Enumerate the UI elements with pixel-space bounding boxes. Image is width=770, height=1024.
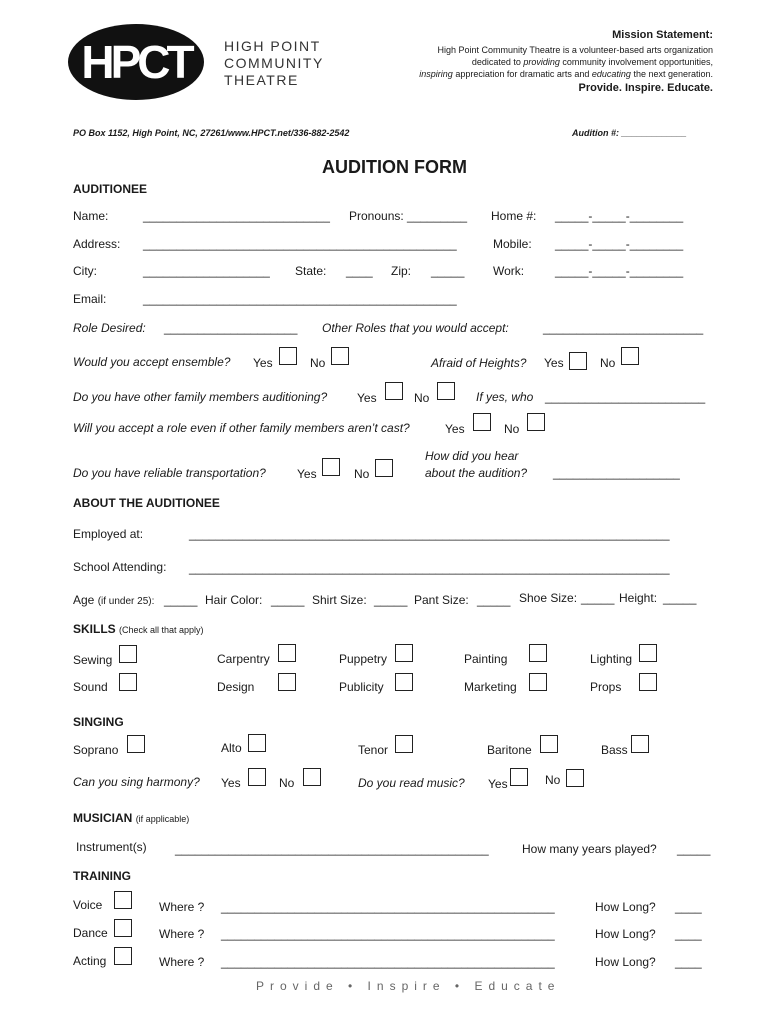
auditionee-heading: AUDITIONEE	[73, 182, 148, 196]
if-yes-who-field[interactable]: ________________________	[545, 390, 706, 404]
height-field[interactable]: _____	[663, 591, 697, 605]
school-field[interactable]: ________________________________________________________________________	[189, 561, 670, 575]
voice-soprano-checkbox[interactable]	[127, 735, 145, 753]
hear-question-line2: about the audition?	[425, 466, 528, 480]
heights-no-label: No	[600, 356, 616, 370]
training-acting-howlong-field[interactable]: ____	[675, 955, 702, 969]
skill-painting-label: Painting	[464, 652, 508, 666]
ensemble-yes-checkbox[interactable]	[279, 347, 297, 365]
training-voice-howlong-field[interactable]: ____	[675, 900, 702, 914]
org-name-line2: COMMUNITY	[224, 55, 324, 71]
mission-line1: High Point Community Theatre is a volunteer-based arts organization	[437, 45, 713, 55]
pant-label: Pant Size:	[414, 593, 469, 607]
skill-sewing-label: Sewing	[73, 653, 113, 667]
shirt-label: Shirt Size:	[312, 593, 367, 607]
training-acting-where-field[interactable]: __________________________________________________	[221, 955, 555, 969]
voice-baritone-checkbox[interactable]	[540, 735, 558, 753]
harmony-no-checkbox[interactable]	[303, 768, 321, 786]
harmony-question: Can you sing harmony?	[73, 775, 200, 789]
city-label: City:	[73, 264, 97, 278]
training-voice-where-label: Where ?	[159, 900, 205, 914]
voice-alto-label: Alto	[221, 741, 242, 755]
skill-carpentry-checkbox[interactable]	[278, 644, 296, 662]
state-field[interactable]: ____	[346, 264, 373, 278]
shoe-label: Shoe Size:	[519, 591, 578, 605]
name-label: Name:	[73, 209, 109, 223]
years-played-field[interactable]: _____	[677, 842, 711, 856]
employed-field[interactable]: ________________________________________________________________________	[189, 527, 670, 541]
role-cast-no-label: No	[504, 422, 520, 436]
voice-soprano-label: Soprano	[73, 743, 119, 757]
transport-question: Do you have reliable transportation?	[73, 466, 266, 480]
ensemble-question: Would you accept ensemble?	[73, 355, 231, 369]
role-desired-field[interactable]: ____________________	[164, 321, 298, 335]
skill-puppetry-label: Puppetry	[339, 652, 388, 666]
skill-sound-checkbox[interactable]	[119, 673, 137, 691]
family-no-checkbox[interactable]	[437, 382, 455, 400]
shoe-field[interactable]: _____	[581, 591, 615, 605]
hear-field[interactable]: ___________________	[553, 466, 680, 480]
if-yes-who-label: If yes, who	[476, 390, 534, 404]
mission-line2: dedicated to providing community involvement opportunities,	[471, 57, 713, 67]
mobile-field[interactable]: _____-_____-________	[555, 237, 684, 251]
family-no-label: No	[414, 391, 430, 405]
org-name-line3: THEATRE	[224, 72, 299, 88]
about-heading: ABOUT THE AUDITIONEE	[73, 496, 220, 510]
ensemble-no-label: No	[310, 356, 326, 370]
voice-tenor-label: Tenor	[358, 743, 389, 757]
skill-props-checkbox[interactable]	[639, 673, 657, 691]
training-dance-label: Dance	[73, 926, 108, 940]
address-label: Address:	[73, 237, 121, 251]
skill-lighting-label: Lighting	[590, 652, 633, 666]
heights-yes-checkbox[interactable]	[569, 352, 587, 370]
employed-label: Employed at:	[73, 527, 144, 541]
email-field[interactable]: _______________________________________________	[143, 292, 457, 306]
training-acting-checkbox[interactable]	[114, 947, 132, 965]
harmony-yes-checkbox[interactable]	[248, 768, 266, 786]
pronouns-field[interactable]: Pronouns: _________	[349, 209, 468, 223]
training-acting-label: Acting	[73, 954, 107, 968]
family-yes-checkbox[interactable]	[385, 382, 403, 400]
family-yes-label: Yes	[357, 391, 377, 405]
footer-motto: Provide • Inspire • Educate	[256, 979, 561, 993]
home-phone-field[interactable]: _____-_____-________	[555, 209, 684, 223]
home-phone-label: Home #:	[491, 209, 537, 223]
read-music-no-label: No	[545, 773, 561, 787]
zip-field[interactable]: _____	[431, 264, 465, 278]
instrument-label: Instrument(s)	[76, 840, 147, 854]
role-cast-question: Will you accept a role even if other family members aren’t cast?	[73, 421, 410, 435]
name-field[interactable]: ____________________________	[143, 209, 330, 223]
training-dance-where-label: Where ?	[159, 927, 205, 941]
age-label: Age (if under 25):	[73, 593, 155, 607]
skill-design-label: Design	[217, 680, 255, 694]
training-dance-checkbox[interactable]	[114, 919, 132, 937]
hear-question-line1: How did you hear	[425, 449, 519, 463]
years-played-label: How many years played?	[522, 842, 657, 856]
heights-question: Afraid of Heights?	[431, 356, 527, 370]
svg-text:HPCT: HPCT	[81, 36, 191, 88]
training-voice-where-field[interactable]: __________________________________________________	[221, 900, 555, 914]
skill-marketing-checkbox[interactable]	[529, 673, 547, 691]
audition-number-field[interactable]: Audition #: _____________	[572, 128, 687, 138]
mobile-label: Mobile:	[493, 237, 532, 251]
skill-painting-checkbox[interactable]	[529, 644, 547, 662]
work-field[interactable]: _____-_____-________	[555, 264, 684, 278]
heights-no-checkbox[interactable]	[621, 347, 639, 365]
zip-label: Zip:	[391, 264, 412, 278]
skill-carpentry-label: Carpentry	[217, 652, 270, 666]
skills-heading: SKILLS (Check all that apply)	[73, 622, 204, 636]
work-label: Work:	[493, 264, 525, 278]
age-field[interactable]: _____	[164, 593, 198, 607]
harmony-no-label: No	[279, 776, 295, 790]
transport-no-checkbox[interactable]	[375, 459, 393, 477]
transport-yes-label: Yes	[297, 467, 317, 481]
skill-marketing-label: Marketing	[464, 680, 517, 694]
skill-publicity-label: Publicity	[339, 680, 384, 694]
ensemble-yes-label: Yes	[253, 356, 273, 370]
heights-yes-label: Yes	[544, 356, 564, 370]
contact-info: PO Box 1152, High Point, NC, 27261/www.HPCT.net/336-882-2542	[73, 128, 350, 138]
training-dance-howlong-field[interactable]: ____	[675, 927, 702, 941]
height-label: Height:	[619, 591, 658, 605]
transport-yes-checkbox[interactable]	[322, 458, 340, 476]
role-desired-label: Role Desired:	[73, 321, 146, 335]
ensemble-no-checkbox[interactable]	[331, 347, 349, 365]
mission-title: Mission Statement:	[612, 29, 713, 41]
voice-baritone-label: Baritone	[487, 743, 532, 757]
read-music-yes-checkbox[interactable]	[510, 768, 528, 786]
family-question: Do you have other family members auditioning?	[73, 390, 328, 404]
email-label: Email:	[73, 292, 107, 306]
skill-props-label: Props	[590, 680, 622, 694]
read-music-question: Do you read music?	[358, 776, 465, 790]
role-cast-yes-checkbox[interactable]	[473, 413, 491, 431]
transport-no-label: No	[354, 467, 370, 481]
training-voice-label: Voice	[73, 898, 103, 912]
training-voice-checkbox[interactable]	[114, 891, 132, 909]
training-acting-where-label: Where ?	[159, 955, 205, 969]
org-name-line1: HIGH POINT	[224, 38, 321, 54]
form-title: AUDITION FORM	[322, 157, 467, 177]
address-field[interactable]: _______________________________________________	[143, 237, 457, 251]
pant-field[interactable]: _____	[477, 593, 511, 607]
hair-label: Hair Color:	[205, 593, 263, 607]
hpct-logo-mark	[66, 22, 206, 102]
read-music-no-checkbox[interactable]	[566, 769, 584, 787]
voice-bass-checkbox[interactable]	[631, 735, 649, 753]
other-roles-label: Other Roles that you would accept:	[322, 321, 509, 335]
state-label: State:	[295, 264, 327, 278]
harmony-yes-label: Yes	[221, 776, 241, 790]
skill-puppetry-checkbox[interactable]	[395, 644, 413, 662]
training-dance-howlong-label: How Long?	[595, 927, 656, 941]
voice-tenor-checkbox[interactable]	[395, 735, 413, 753]
voice-alto-checkbox[interactable]	[248, 734, 266, 752]
other-roles-field[interactable]: ________________________	[543, 321, 704, 335]
hair-field[interactable]: _____	[271, 593, 305, 607]
training-voice-howlong-label: How Long?	[595, 900, 656, 914]
skill-publicity-checkbox[interactable]	[395, 673, 413, 691]
role-cast-yes-label: Yes	[445, 422, 465, 436]
city-field[interactable]: ___________________	[143, 264, 270, 278]
musician-heading: MUSICIAN (if applicable)	[73, 811, 190, 825]
voice-bass-label: Bass	[601, 743, 628, 757]
read-music-yes-label: Yes	[488, 777, 508, 791]
mission-line3: inspiring appreciation for dramatic arts and educating the next generation.	[419, 69, 713, 79]
motto: Provide. Inspire. Educate.	[578, 82, 713, 94]
instrument-field[interactable]: _______________________________________________	[175, 842, 489, 856]
school-label: School Attending:	[73, 560, 167, 574]
skill-lighting-checkbox[interactable]	[639, 644, 657, 662]
skill-sound-label: Sound	[73, 680, 108, 694]
singing-heading: SINGING	[73, 715, 124, 729]
training-dance-where-field[interactable]: __________________________________________________	[221, 927, 555, 941]
training-acting-howlong-label: How Long?	[595, 955, 656, 969]
role-cast-no-checkbox[interactable]	[527, 413, 545, 431]
training-heading: TRAINING	[73, 869, 131, 883]
shirt-field[interactable]: _____	[374, 593, 408, 607]
skill-sewing-checkbox[interactable]	[119, 645, 137, 663]
skill-design-checkbox[interactable]	[278, 673, 296, 691]
